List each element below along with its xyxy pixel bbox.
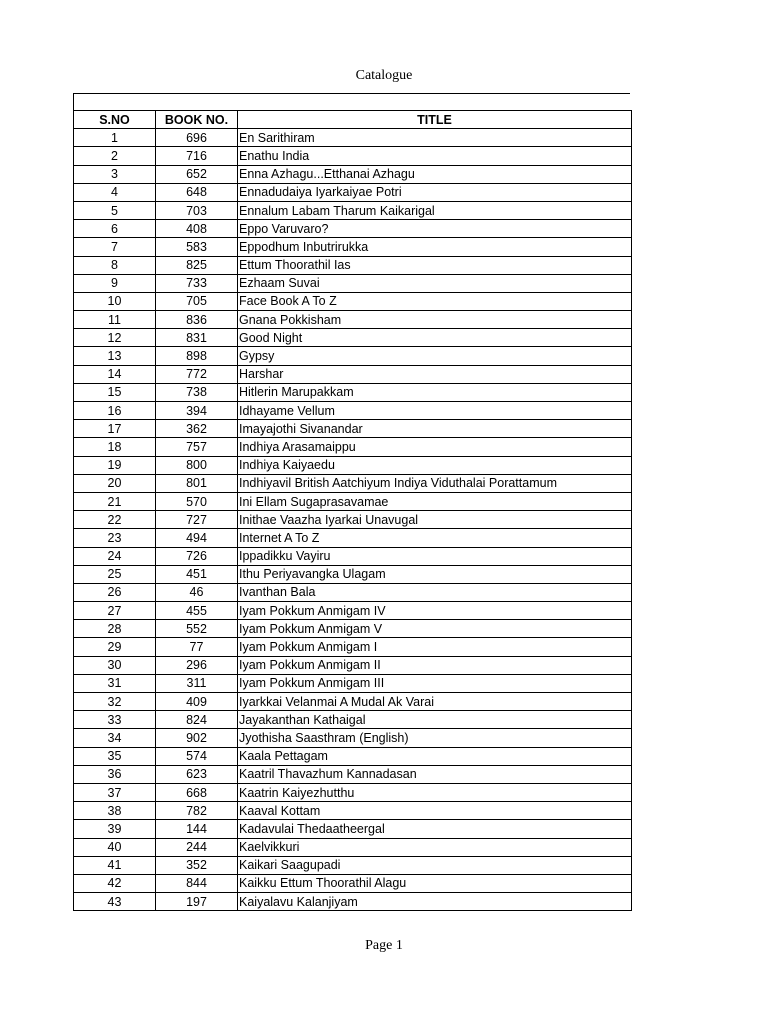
table-row [74, 256, 632, 274]
table-row [74, 656, 632, 674]
page-number: Page 1 [365, 938, 403, 953]
table-row [74, 874, 632, 892]
cell-title: Iyam Pokkum Anmigam IV [238, 602, 632, 620]
table-row [74, 565, 632, 583]
cell-book-no: 352 [156, 856, 238, 874]
table-row [74, 274, 632, 292]
cell-sno: 23 [74, 529, 156, 547]
cell-book-no: 726 [156, 547, 238, 565]
cell-title: Ennalum Labam Tharum Kaikarigal [238, 201, 632, 219]
cell-book-no: 623 [156, 765, 238, 783]
cell-sno: 18 [74, 438, 156, 456]
cell-sno: 32 [74, 693, 156, 711]
cell-title: Eppodhum Inbutrirukka [238, 238, 632, 256]
cell-title: Kaiyalavu Kalanjiyam [238, 893, 632, 911]
cell-sno: 8 [74, 256, 156, 274]
cell-book-no: 844 [156, 874, 238, 892]
cell-title: Ivanthan Bala [238, 583, 632, 601]
cell-sno: 42 [74, 874, 156, 892]
cell-title: Kadavulai Thedaatheergal [238, 820, 632, 838]
cell-sno: 7 [74, 238, 156, 256]
cell-sno: 17 [74, 420, 156, 438]
cell-book-no: 362 [156, 420, 238, 438]
table-row [74, 674, 632, 692]
cell-book-no: 570 [156, 492, 238, 510]
cell-sno: 43 [74, 893, 156, 911]
cell-title: Iyarkkai Velanmai A Mudal Ak Varai [238, 693, 632, 711]
cell-title: Ettum Thoorathil Ias [238, 256, 632, 274]
cell-title: Hitlerin Marupakkam [238, 383, 632, 401]
cell-book-no: 898 [156, 347, 238, 365]
cell-book-no: 455 [156, 602, 238, 620]
cell-title: Inithae Vaazha Iyarkai Unavugal [238, 511, 632, 529]
table-row [74, 183, 632, 201]
cell-title: Gnana Pokkisham [238, 311, 632, 329]
cell-sno: 36 [74, 765, 156, 783]
cell-book-no: 46 [156, 583, 238, 601]
cell-book-no: 772 [156, 365, 238, 383]
table-row [74, 402, 632, 420]
cell-sno: 29 [74, 638, 156, 656]
cell-title: Ippadikku Vayiru [238, 547, 632, 565]
cell-sno: 11 [74, 311, 156, 329]
cell-title: Face Book A To Z [238, 292, 632, 310]
page-title: Catalogue [355, 68, 413, 83]
table-row [74, 383, 632, 401]
cell-sno: 34 [74, 729, 156, 747]
cell-title: Iyam Pokkum Anmigam V [238, 620, 632, 638]
cell-book-no: 409 [156, 693, 238, 711]
table-row [74, 201, 632, 219]
cell-book-no: 738 [156, 383, 238, 401]
column-header-title: TITLE [238, 111, 632, 129]
table-row [74, 893, 632, 911]
table-top-border [73, 93, 630, 111]
table-row [74, 456, 632, 474]
cell-sno: 30 [74, 656, 156, 674]
cell-book-no: 394 [156, 402, 238, 420]
cell-book-no: 552 [156, 620, 238, 638]
cell-book-no: 733 [156, 274, 238, 292]
column-header-book-no: BOOK NO. [156, 111, 238, 129]
cell-sno: 15 [74, 383, 156, 401]
cell-sno: 25 [74, 565, 156, 583]
column-header-sno: S.NO [74, 111, 156, 129]
table-row [74, 129, 632, 147]
cell-title: Indhiyavil British Aatchiyum Indiya Viduthalai Porattamum [238, 474, 632, 492]
cell-book-no: 824 [156, 711, 238, 729]
table-row [74, 693, 632, 711]
cell-book-no: 703 [156, 201, 238, 219]
table-row [74, 165, 632, 183]
cell-sno: 3 [74, 165, 156, 183]
cell-book-no: 727 [156, 511, 238, 529]
cell-book-no: 782 [156, 802, 238, 820]
cell-book-no: 296 [156, 656, 238, 674]
cell-sno: 38 [74, 802, 156, 820]
cell-sno: 37 [74, 783, 156, 801]
cell-book-no: 583 [156, 238, 238, 256]
cell-title: Kaaval Kottam [238, 802, 632, 820]
table-row [74, 238, 632, 256]
table-row [74, 220, 632, 238]
table-row [74, 802, 632, 820]
catalogue-table [73, 110, 632, 911]
table-row [74, 311, 632, 329]
cell-book-no: 311 [156, 674, 238, 692]
cell-sno: 16 [74, 402, 156, 420]
cell-book-no: 648 [156, 183, 238, 201]
cell-sno: 20 [74, 474, 156, 492]
table-row [74, 492, 632, 510]
cell-book-no: 197 [156, 893, 238, 911]
table-row [74, 438, 632, 456]
table-row [74, 820, 632, 838]
cell-title: Jyothisha Saasthram (English) [238, 729, 632, 747]
table-row [74, 765, 632, 783]
cell-book-no: 244 [156, 838, 238, 856]
cell-title: Ennadudaiya Iyarkaiyae Potri [238, 183, 632, 201]
table-row [74, 292, 632, 310]
cell-sno: 6 [74, 220, 156, 238]
cell-sno: 22 [74, 511, 156, 529]
cell-title: Enna Azhagu...Etthanai Azhagu [238, 165, 632, 183]
cell-sno: 2 [74, 147, 156, 165]
cell-title: Eppo Varuvaro? [238, 220, 632, 238]
cell-title: Ini Ellam Sugaprasavamae [238, 492, 632, 510]
cell-book-no: 716 [156, 147, 238, 165]
table-row [74, 529, 632, 547]
cell-title: Kaikku Ettum Thoorathil Alagu [238, 874, 632, 892]
cell-sno: 1 [74, 129, 156, 147]
table-row [74, 365, 632, 383]
table-row [74, 729, 632, 747]
table-row [74, 347, 632, 365]
cell-book-no: 705 [156, 292, 238, 310]
table-body [74, 129, 632, 911]
cell-sno: 26 [74, 583, 156, 601]
cell-title: Iyam Pokkum Anmigam II [238, 656, 632, 674]
cell-title: Ithu Periyavangka Ulagam [238, 565, 632, 583]
cell-sno: 9 [74, 274, 156, 292]
table-row [74, 147, 632, 165]
cell-book-no: 801 [156, 474, 238, 492]
cell-sno: 5 [74, 201, 156, 219]
cell-book-no: 668 [156, 783, 238, 801]
cell-sno: 24 [74, 547, 156, 565]
cell-title: Ezhaam Suvai [238, 274, 632, 292]
cell-book-no: 494 [156, 529, 238, 547]
cell-title: Enathu India [238, 147, 632, 165]
cell-sno: 12 [74, 329, 156, 347]
table-header-row [74, 111, 632, 129]
cell-sno: 19 [74, 456, 156, 474]
table-row [74, 783, 632, 801]
table-row [74, 620, 632, 638]
cell-sno: 10 [74, 292, 156, 310]
cell-title: Gypsy [238, 347, 632, 365]
cell-book-no: 408 [156, 220, 238, 238]
cell-title: Iyam Pokkum Anmigam I [238, 638, 632, 656]
table-row [74, 329, 632, 347]
cell-title: Kaatrin Kaiyezhutthu [238, 783, 632, 801]
cell-title: Iyam Pokkum Anmigam III [238, 674, 632, 692]
cell-sno: 41 [74, 856, 156, 874]
cell-title: Kaatril Thavazhum Kannadasan [238, 765, 632, 783]
cell-title: Kaikari Saagupadi [238, 856, 632, 874]
table-row [74, 638, 632, 656]
cell-sno: 33 [74, 711, 156, 729]
cell-sno: 31 [74, 674, 156, 692]
cell-book-no: 144 [156, 820, 238, 838]
cell-book-no: 800 [156, 456, 238, 474]
table-row [74, 474, 632, 492]
cell-book-no: 77 [156, 638, 238, 656]
cell-book-no: 831 [156, 329, 238, 347]
cell-book-no: 696 [156, 129, 238, 147]
cell-sno: 21 [74, 492, 156, 510]
cell-sno: 39 [74, 820, 156, 838]
cell-book-no: 652 [156, 165, 238, 183]
cell-title: Internet A To Z [238, 529, 632, 547]
table-row [74, 747, 632, 765]
cell-title: Jayakanthan Kathaigal [238, 711, 632, 729]
cell-title: En Sarithiram [238, 129, 632, 147]
table-row [74, 856, 632, 874]
cell-title: Good Night [238, 329, 632, 347]
cell-book-no: 825 [156, 256, 238, 274]
cell-title: Kaala Pettagam [238, 747, 632, 765]
cell-title: Kaelvikkuri [238, 838, 632, 856]
cell-sno: 4 [74, 183, 156, 201]
table-row [74, 420, 632, 438]
table-row [74, 602, 632, 620]
cell-sno: 14 [74, 365, 156, 383]
cell-book-no: 757 [156, 438, 238, 456]
cell-title: Harshar [238, 365, 632, 383]
table-row [74, 511, 632, 529]
cell-title: Idhayame Vellum [238, 402, 632, 420]
cell-book-no: 902 [156, 729, 238, 747]
cell-title: Indhiya Kaiyaedu [238, 456, 632, 474]
table-row [74, 838, 632, 856]
cell-sno: 35 [74, 747, 156, 765]
cell-book-no: 836 [156, 311, 238, 329]
table-row [74, 547, 632, 565]
cell-sno: 13 [74, 347, 156, 365]
cell-sno: 27 [74, 602, 156, 620]
table-row [74, 711, 632, 729]
table-row [74, 583, 632, 601]
cell-title: Imayajothi Sivanandar [238, 420, 632, 438]
cell-sno: 28 [74, 620, 156, 638]
cell-book-no: 574 [156, 747, 238, 765]
cell-title: Indhiya Arasamaippu [238, 438, 632, 456]
cell-book-no: 451 [156, 565, 238, 583]
cell-sno: 40 [74, 838, 156, 856]
